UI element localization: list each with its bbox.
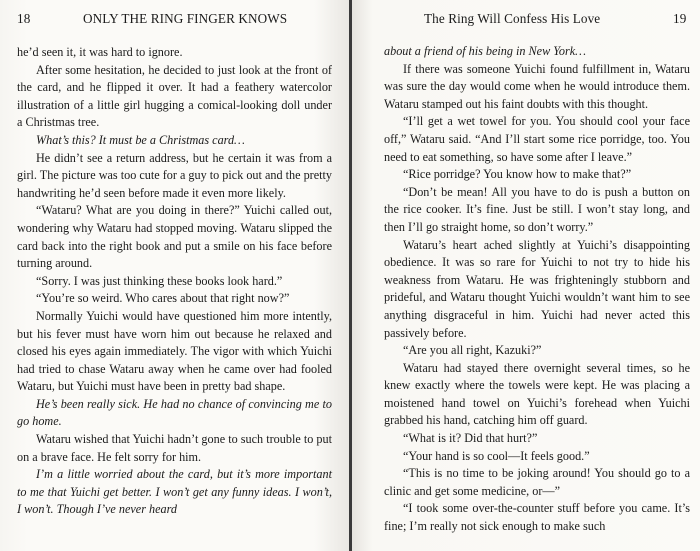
page-number: 18	[17, 11, 31, 26]
paragraph: “What is it? Did that hurt?”	[403, 431, 538, 446]
running-head: ONLY THE RING FINGER KNOWS	[83, 11, 288, 26]
paragraph: Wataru wished that Yuichi hadn’t gone to such trouble to put on a brave face. He felt sorry for him.	[17, 432, 332, 464]
paragraph: I’m a little worried about the card, but it’s more important to me that Yuichi get better. I won’t get any funny ideas. I won’t, I won’t. Though I’ve never heard	[17, 467, 332, 517]
paragraph: Wataru’s heart ached slightly at Yuichi’s disappointing obedience. It was so rare for Yuichi to not try to hide his weakness from Wataru. He was frighteningly stubborn and prideful, and Wataru thought Yuichi wouldn’t want him to see anything disgraceful in him. Yuichi had never acted this passively before.	[384, 237, 690, 340]
page-body	[17, 44, 332, 519]
paragraph: What’s this? It must be a Christmas card…	[36, 132, 245, 147]
paragraph: He didn’t see a return address, but he certain it was from a girl. The picture was too cute for a guy to pick out and the pretty handwriting he’d seen before made it even more likely.	[17, 150, 332, 200]
paragraph: “I’ll get a wet towel for you. You should cool your face off,” Wataru said. “And I’ll start some rice porridge, too. You need to eat something, so have some after I leave.”	[384, 114, 690, 164]
paragraph: He’s been really sick. He had no chance of convincing me to go home.	[17, 396, 332, 429]
paragraph: If there was someone Yuichi found fulfillment in, Wataru was sure the day would come when he would introduce them. Wataru stamped out his faint doubts with this thought.	[384, 61, 690, 111]
paragraph: “I took some over-the-counter stuff before you came. It’s fine; I’m really not sick enough to make such	[384, 501, 690, 534]
paragraph: “This is no time to be joking around! You should go to a clinic and get some medicine, or—”	[384, 466, 690, 498]
paragraph: After some hesitation, he decided to just look at the front of the card, and he flipped it over. It had a feathery watercolor illustration of a little girl hugging a comical-looking doll under a Christmas tree.	[17, 62, 332, 130]
paragraph: “Wataru? What are you doing in there?” Yuichi called out, wondering why Wataru had stopped moving. Wataru slipped the card back into the right book and put a smile on his face before turning around.	[17, 203, 332, 271]
paragraph: “You’re so weird. Who cares about that right now?”	[36, 291, 290, 306]
paragraph: Normally Yuichi would have questioned him more intently, but his fever must have worn him out because he relaxed and closed his eyes again immediately. The vigor with which Yuichi had tried to chase Wataru away when he came over had fooled Wataru, but Yuichi must have been in pretty bad shape.	[17, 308, 332, 394]
left-page	[0, 0, 349, 551]
paragraph: “Your hand is so cool—It feels good.”	[403, 448, 590, 463]
right-page	[352, 0, 700, 551]
paragraph: he’d seen it, it was hard to ignore.	[17, 45, 183, 59]
paragraph: “Don’t be mean! All you have to do is push a button on the rice cooker. It’s fine. Just be still. I won’t stay long, and then I’ll go straight home, so don’t worry.”	[384, 184, 690, 234]
paragraph: “Are you all right, Kazuki?”	[403, 343, 542, 358]
paragraph: “Sorry. I was just thinking these books look hard.”	[36, 273, 283, 288]
paragraph: about a friend of his being in New York…	[384, 44, 587, 58]
paragraph: “Rice porridge? You know how to make that?”	[403, 167, 632, 182]
page-number: 19	[673, 11, 687, 26]
page-body	[384, 43, 690, 536]
running-head: The Ring Will Confess His Love	[424, 11, 601, 26]
paragraph: Wataru had stayed there overnight several times, so he knew exactly where the towels were kept. He was placing a moistened hand towel on Yuichi’s forehead when Yuichi grabbed his hand, catching him off guard.	[384, 360, 690, 428]
